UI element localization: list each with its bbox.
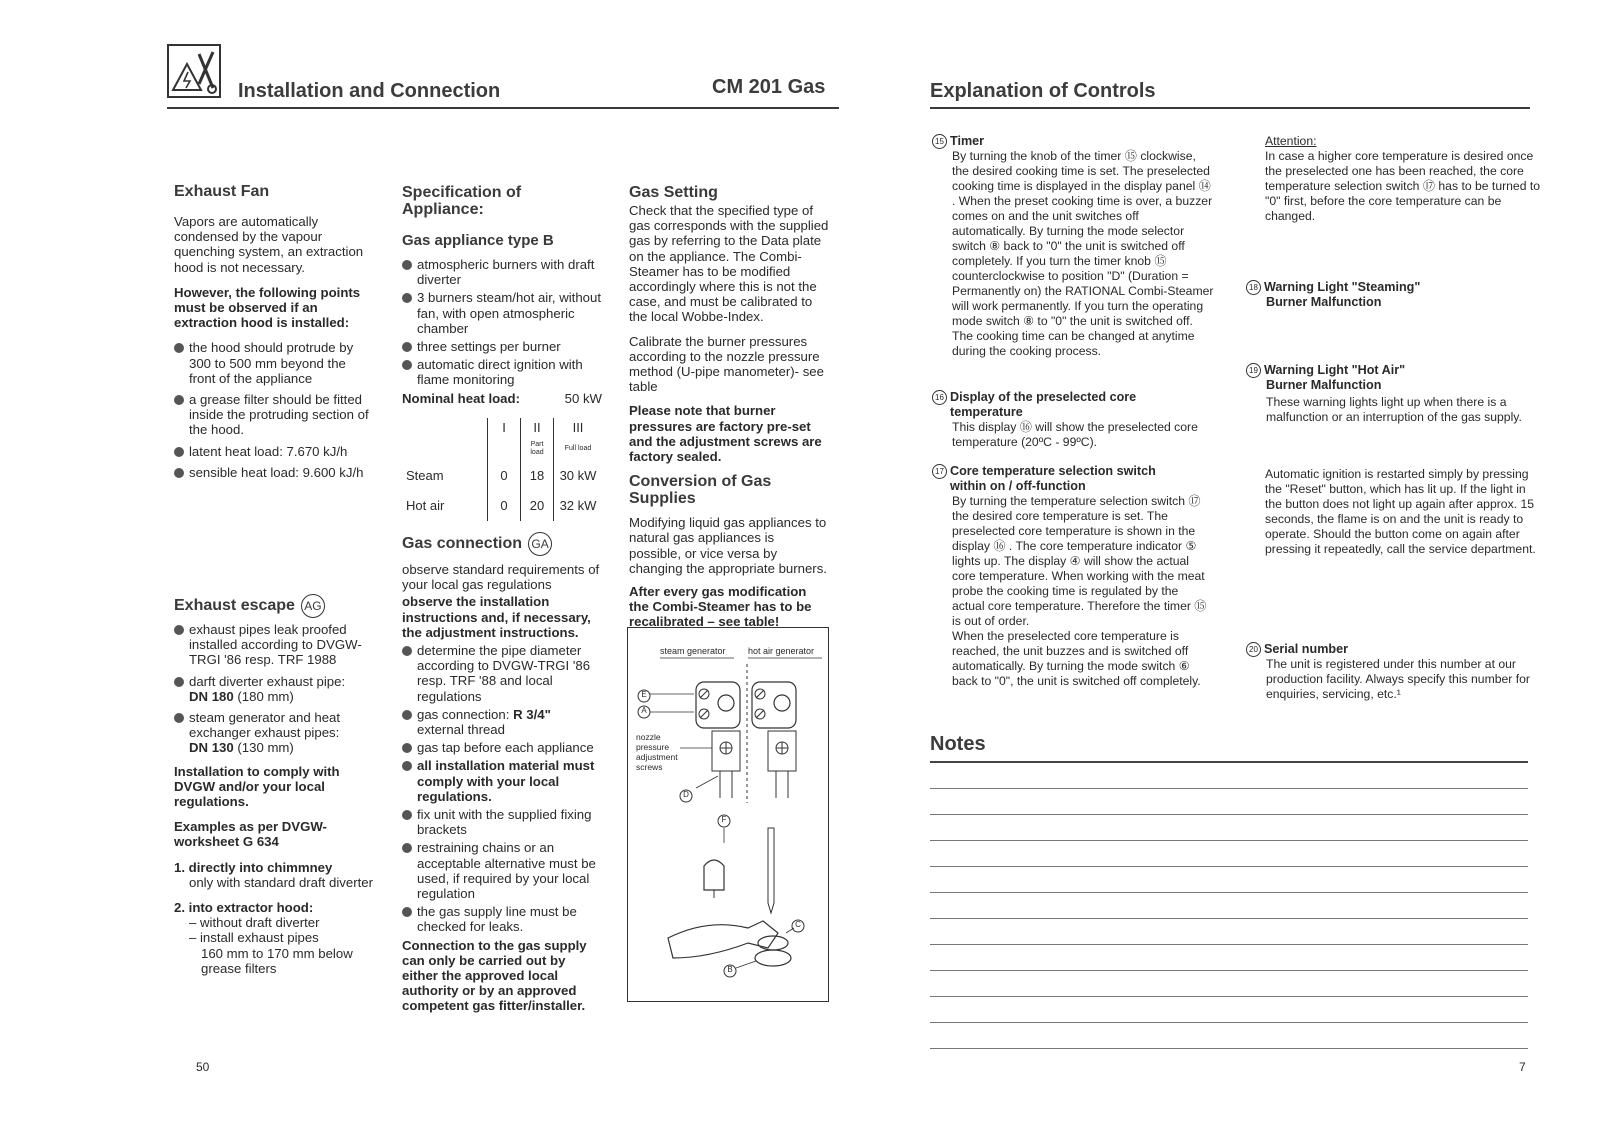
option-2-title: 2. into extractor hood: xyxy=(174,900,314,916)
control-core-switch xyxy=(932,464,1214,689)
label-steam-generator: steam generator xyxy=(660,646,726,656)
list-item xyxy=(174,674,374,704)
table-cell: 32 kW xyxy=(554,491,603,521)
list-item xyxy=(174,710,374,756)
notes-line xyxy=(930,866,1528,867)
attention-block xyxy=(1265,134,1541,224)
list-item: the hood should protrude by 300 to 500 mm beyond the front of the appliance xyxy=(174,340,374,386)
option-2-a: – without draft diverter xyxy=(189,915,320,931)
item-bold: R 3/4" xyxy=(513,706,551,722)
gas-type-title: Gas appliance type B xyxy=(402,232,554,249)
table-header: II xyxy=(521,418,554,437)
item-text: darft diverter exhaust pipe: xyxy=(189,673,346,689)
table-row xyxy=(402,461,602,491)
table-cell: 20 xyxy=(521,491,554,521)
list-item: exhaust pipes leak proofed installed according to DVGW-TRGI '86 resp. TRF 1988 xyxy=(174,622,374,668)
label-d: D xyxy=(683,790,689,799)
exhaust-fan-bullets xyxy=(174,340,374,480)
item-rest: external thread xyxy=(417,722,505,738)
row-label: Steam xyxy=(406,468,444,484)
examples-note: Examples as per DVGW-worksheet G 634 xyxy=(174,819,327,850)
list-item: the gas supply line must be checked for leaks. xyxy=(402,904,602,934)
item-title xyxy=(932,134,1214,149)
list-item: a grease filter should be fitted inside the protruding section of the hood. xyxy=(174,392,374,438)
notes-line xyxy=(930,892,1528,893)
item-title-text: Timer xyxy=(950,134,985,148)
exhaust-fan-title: Exhaust Fan xyxy=(174,183,270,200)
model-name: CM 201 Gas xyxy=(712,76,826,98)
install-comply-note: Installation to comply with DVGW and/or your local regulations. xyxy=(174,763,340,810)
notes-line xyxy=(930,1022,1528,1023)
col-exhaust-escape xyxy=(174,594,374,976)
gas-supply-final-note: Connection to the gas supply can only be carried out by either the approved local authority or by an approved competent gas fitter/installer. xyxy=(402,937,587,1014)
exhaust-fan-note: However, the following points must be observed if an extraction hood is installed: xyxy=(174,284,361,331)
item-bold: DN 130 xyxy=(189,740,234,756)
left-header-rule xyxy=(167,107,839,109)
col-exhaust-fan xyxy=(174,183,374,486)
notes-line xyxy=(930,970,1528,971)
notes-line xyxy=(930,918,1528,919)
table-subheader-row xyxy=(402,437,602,461)
heat-load-table xyxy=(402,418,602,521)
item-title xyxy=(1246,642,1536,657)
control-core-display xyxy=(932,390,1214,450)
table-cell xyxy=(402,437,488,461)
conversion-text: Modifying liquid gas appliances to natural gas appliances is possible, or vice versa by changing the appropriate burners. xyxy=(629,515,827,576)
control-serial-number xyxy=(1246,642,1536,702)
exhaust-fan-intro: Vapors are automatically condensed by the vapour quenching system, an extraction hood is not necessary. xyxy=(174,214,364,275)
spec-bullets xyxy=(402,257,602,388)
item-title-text: Warning Light "Steaming" xyxy=(1264,280,1421,294)
notes-line xyxy=(930,761,1528,763)
table-cell xyxy=(402,418,488,437)
exhaust-escape-bullets xyxy=(174,622,374,756)
item-number: 17 xyxy=(932,464,947,479)
item-title-2: Burner Malfunction xyxy=(1266,378,1382,393)
notes-line xyxy=(930,944,1528,945)
exhaust-escape-label: Exhaust escape xyxy=(174,597,295,615)
list-item: determine the pipe diameter according to DVGW-TRGI '86 resp. TRF '88 and local regulations xyxy=(402,643,602,704)
item-number: 16 xyxy=(932,390,947,405)
control-warning-hot-air xyxy=(1246,363,1536,425)
gas-connection-bold: observe the installation instructions and, if necessary, the adjustment instructions. xyxy=(402,594,591,640)
notes-line xyxy=(930,814,1528,815)
table-subheader: Part load xyxy=(521,437,554,461)
item-title xyxy=(932,390,1214,420)
gas-setting-p1: Check that the specified type of gas corresponds with the supplied gas by referring to the Data plate on the appliance. The Combi-Steamer has to be modified accordingly where this is not the case, and must be calibrated to the local Wobbe-Index. xyxy=(629,203,829,325)
item-text-2: When the preselected core temperature is reached, the unit buzzes and is switched off automatically. By turning the mode switch ⑥ back to "0", the unit is switched off completely. xyxy=(952,629,1201,688)
notes-line xyxy=(930,788,1528,789)
control-timer xyxy=(932,134,1214,359)
gas-connection-title xyxy=(402,532,602,556)
item-title-2: Burner Malfunction xyxy=(1266,295,1382,310)
label-b: B xyxy=(727,965,733,974)
item-text: This display ⑯ will show the preselected core temperature (20ºC - 99ºC). xyxy=(952,420,1198,449)
item-text: gas connection: xyxy=(417,706,510,722)
item-text: These warning lights light up when there is a malfunction or an interruption of the gas supply. xyxy=(1266,395,1522,425)
gas-connection-label: Gas connection xyxy=(402,535,523,553)
recalibration-note: After every gas modification the Combi-Steamer has to be recalibrated – see table! xyxy=(629,584,812,630)
spec-title: Specification of Appliance: xyxy=(402,184,522,218)
notes-line xyxy=(930,840,1528,841)
notes-title: Notes xyxy=(930,733,986,755)
notes-line xyxy=(930,1048,1528,1049)
list-item: three settings per burner xyxy=(402,339,602,354)
factory-note: Please note that burner pressures are factory pre-set and the adjustment screws are factory sealed. xyxy=(629,403,822,465)
item-bold: DN 180 xyxy=(189,688,234,704)
list-item: gas tap before each appliance xyxy=(402,740,602,755)
item-number: 20 xyxy=(1246,642,1261,657)
col-specification xyxy=(402,184,602,521)
table-header: I xyxy=(488,418,521,437)
gas-connection-intro: observe standard requirements of your local gas regulations xyxy=(402,562,600,593)
item-title xyxy=(1246,280,1536,295)
table-cell: 18 xyxy=(521,461,554,491)
list-item: all installation material must comply with your local regulations. xyxy=(402,758,602,804)
gas-connection-bullets xyxy=(402,643,602,935)
item-text: steam generator and heat exchanger exhaust pipes: xyxy=(189,710,341,741)
item-text: By turning the knob of the timer ⑮ clockwise, the desired cooking time is set. The preselected cooking time is displayed in the display panel ⑭ . When the preset cooking time is over, a buzzer comes on and the unit switches off automatically. By turning the mode selector switch ⑧ back to "0" the unit is switched off completely. If you turn the timer knob ⑮ counterclockwise to position "D" (Duration = Permanently on) the RATIONAL Combi-Steamer will work permanently. If you turn the operating mode switch ⑧ to "0" the unit is switched off. The cooking time can be changed at anytime during the cooking process. xyxy=(952,149,1214,359)
list-item: latent heat load: 7.670 kJ/h xyxy=(174,444,374,459)
list-item: 3 burners steam/hot air, without fan, with open atmospheric chamber xyxy=(402,290,602,336)
label-c: C xyxy=(795,920,801,929)
table-subheader: Full load xyxy=(554,437,603,461)
col-gas-setting xyxy=(629,184,829,636)
table-header-row xyxy=(402,418,602,437)
item-number: 18 xyxy=(1246,280,1261,295)
option-2-c: 160 mm to 170 mm below grease filters xyxy=(201,945,353,976)
table-subheader xyxy=(488,437,521,461)
item-number: 15 xyxy=(932,134,947,149)
item-text: By turning the temperature selection switch ⑰ the desired core temperature is set. The preselected core temperature is shown in the display ⑯ . The core temperature indicator ⑤ lights up. The display ④ will show the actual core temperature. When working with the meat probe the cooking time is regulated by the actual core temperature. Therefore the timer ⑮ is out of order. xyxy=(952,494,1207,628)
gas-setting-title: Gas Setting xyxy=(629,184,718,201)
item-title-text: Display of the preselected core temperature xyxy=(950,390,1137,419)
item-title xyxy=(1246,363,1536,378)
item-title xyxy=(932,464,1214,494)
item-title-text: Core temperature selection switch within on / off-function xyxy=(950,464,1156,493)
attention-text: In case a higher core temperature is desired once the preselected one has been reached, the core temperature selection switch ⑰ has to be turned to "0" first, before the core temperature can be changed. xyxy=(1265,149,1541,223)
table-header: III xyxy=(554,418,603,437)
item-rest: (180 mm) xyxy=(237,688,294,704)
ag-badge: AG xyxy=(301,594,325,618)
burner-diagram xyxy=(627,627,829,1002)
exhaust-escape-title xyxy=(174,594,374,618)
option-2-b: – install exhaust pipes xyxy=(189,930,319,946)
item-text: The unit is registered under this number at our production facility. Always specify this number for enquiries, servicing, etc.¹ xyxy=(1266,657,1530,702)
item-number: 19 xyxy=(1246,363,1261,378)
right-header-rule xyxy=(930,107,1530,109)
list-item: restraining chains or an acceptable alternative must be used, if required by your local regulation xyxy=(402,840,602,901)
row-label: Hot air xyxy=(406,498,445,514)
list-item: atmospheric burners with draft diverter xyxy=(402,257,602,287)
col-gas-connection xyxy=(402,532,602,1020)
table-cell: 0 xyxy=(488,491,521,521)
item-title-text: Warning Light "Hot Air" xyxy=(1264,363,1406,377)
page-number-left: 50 xyxy=(196,1060,210,1074)
left-page-title: Installation and Connection xyxy=(238,80,501,102)
label-e: E xyxy=(641,690,647,699)
list-item: sensible heat load: 9.600 kJ/h xyxy=(174,465,374,480)
item-title-text: Serial number xyxy=(1264,642,1348,656)
page-number-right: 7 xyxy=(1519,1060,1526,1074)
label-a: A xyxy=(641,706,647,715)
ga-badge: GA xyxy=(528,532,552,556)
nominal-label: Nominal heat load: xyxy=(402,390,520,406)
list-item: automatic direct ignition with flame monitoring xyxy=(402,357,602,387)
label-f: F xyxy=(721,815,727,824)
table-row xyxy=(402,491,602,521)
nominal-value: 50 kW xyxy=(564,390,602,406)
reset-text: Automatic ignition is restarted simply by pressing the "Reset" button, which has lit up. If the light in the button does not light up again after approx. 15 seconds, the flame is on and the unit is ready to operate. Should the button come on again after pressing it repeatedly, call the service department. xyxy=(1265,467,1536,556)
notes-line xyxy=(930,996,1528,997)
label-hot-air-generator: hot air generator xyxy=(748,646,815,656)
nominal-heat-load xyxy=(402,391,602,406)
option-1-title: 1. directly into chimmney xyxy=(174,859,333,875)
list-item: fix unit with the supplied fixing brackets xyxy=(402,807,602,837)
conversion-title: Conversion of Gas Supplies xyxy=(629,473,772,508)
attention-title: Attention: xyxy=(1265,134,1317,148)
control-warning-steaming xyxy=(1246,280,1536,310)
label-nozzle: nozzle pressure adjustment screws xyxy=(636,732,678,772)
table-cell: 0 xyxy=(488,461,521,491)
list-item xyxy=(402,707,602,737)
option-1-text: only with standard draft diverter xyxy=(189,874,373,890)
gas-setting-p2: Calibrate the burner pressures according to the nozzle pressure method (U-pipe manometer)- see table xyxy=(629,333,824,395)
installation-icon xyxy=(167,44,221,98)
table-cell: 30 kW xyxy=(554,461,603,491)
item-rest: (130 mm) xyxy=(237,740,294,756)
right-page-title: Explanation of Controls xyxy=(930,80,1156,102)
